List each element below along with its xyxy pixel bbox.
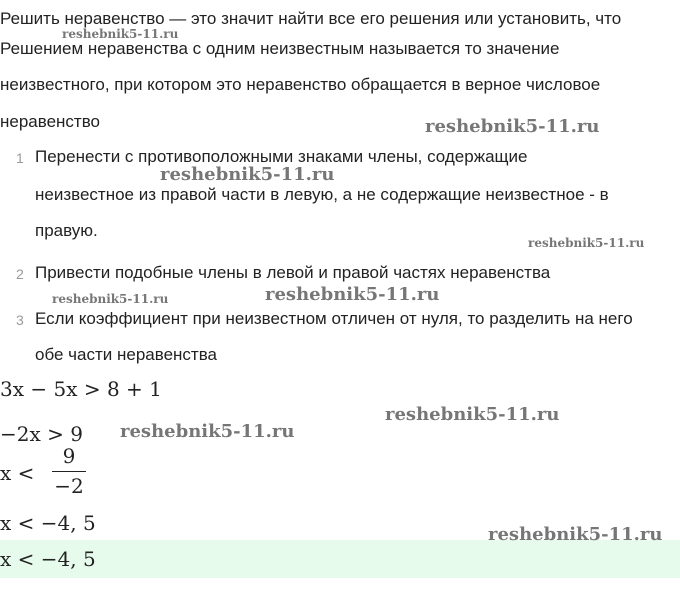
equation-4: x < −4, 5 — [0, 511, 96, 535]
step-2-line-1: Привести подобные члены в левой и правой частях неравенства — [35, 263, 551, 282]
equation-3-left: x < — [0, 461, 35, 485]
watermark: reshebnik5-11.ru — [160, 164, 335, 185]
fraction-denominator: −2 — [54, 474, 84, 498]
step-1-line-3: правую. — [35, 221, 98, 240]
intro-line-4: неравенство — [0, 112, 101, 131]
watermark: reshebnik5-11.ru — [425, 116, 600, 137]
intro-line-1: Решить неравенство — это значит найти все его решения или установить, что — [0, 9, 622, 28]
watermark: reshebnik5-11.ru — [62, 27, 179, 41]
answer-highlight — [0, 540, 680, 578]
fraction-bar — [52, 471, 86, 472]
intro-line-2: Решением неравенства с одним неизвестным называется то значение — [0, 39, 560, 58]
watermark: reshebnik5-11.ru — [52, 292, 169, 306]
watermark: reshebnik5-11.ru — [488, 524, 663, 545]
intro-line-3: неизвестного, при котором это неравенство обращается в верное числовое — [0, 75, 601, 94]
equation-2: −2x > 9 — [0, 422, 83, 446]
watermark: reshebnik5-11.ru — [385, 404, 560, 425]
watermark: reshebnik5-11.ru — [528, 236, 645, 250]
fraction — [52, 444, 86, 498]
step-1-line-1: Перенести с противоположными знаками члены, содержащие — [35, 147, 528, 166]
answer-equation: x < −4, 5 — [0, 547, 96, 571]
watermark: reshebnik5-11.ru — [120, 421, 295, 442]
fraction-numerator: 9 — [62, 444, 76, 468]
step-number: 1 — [16, 150, 24, 166]
step-3-line-2: обе части неравенства — [35, 345, 218, 364]
step-number: 3 — [16, 312, 24, 328]
watermark: reshebnik5-11.ru — [265, 284, 440, 305]
step-number: 2 — [16, 266, 24, 282]
equation-1: 3x − 5x > 8 + 1 — [0, 377, 162, 401]
step-1-line-2: неизвестное из правой части в левую, а не содержащие неизвестное - в — [35, 185, 609, 204]
step-3-line-1: Если коэффициент при неизвестном отличен от нуля, то разделить на него — [35, 309, 633, 328]
